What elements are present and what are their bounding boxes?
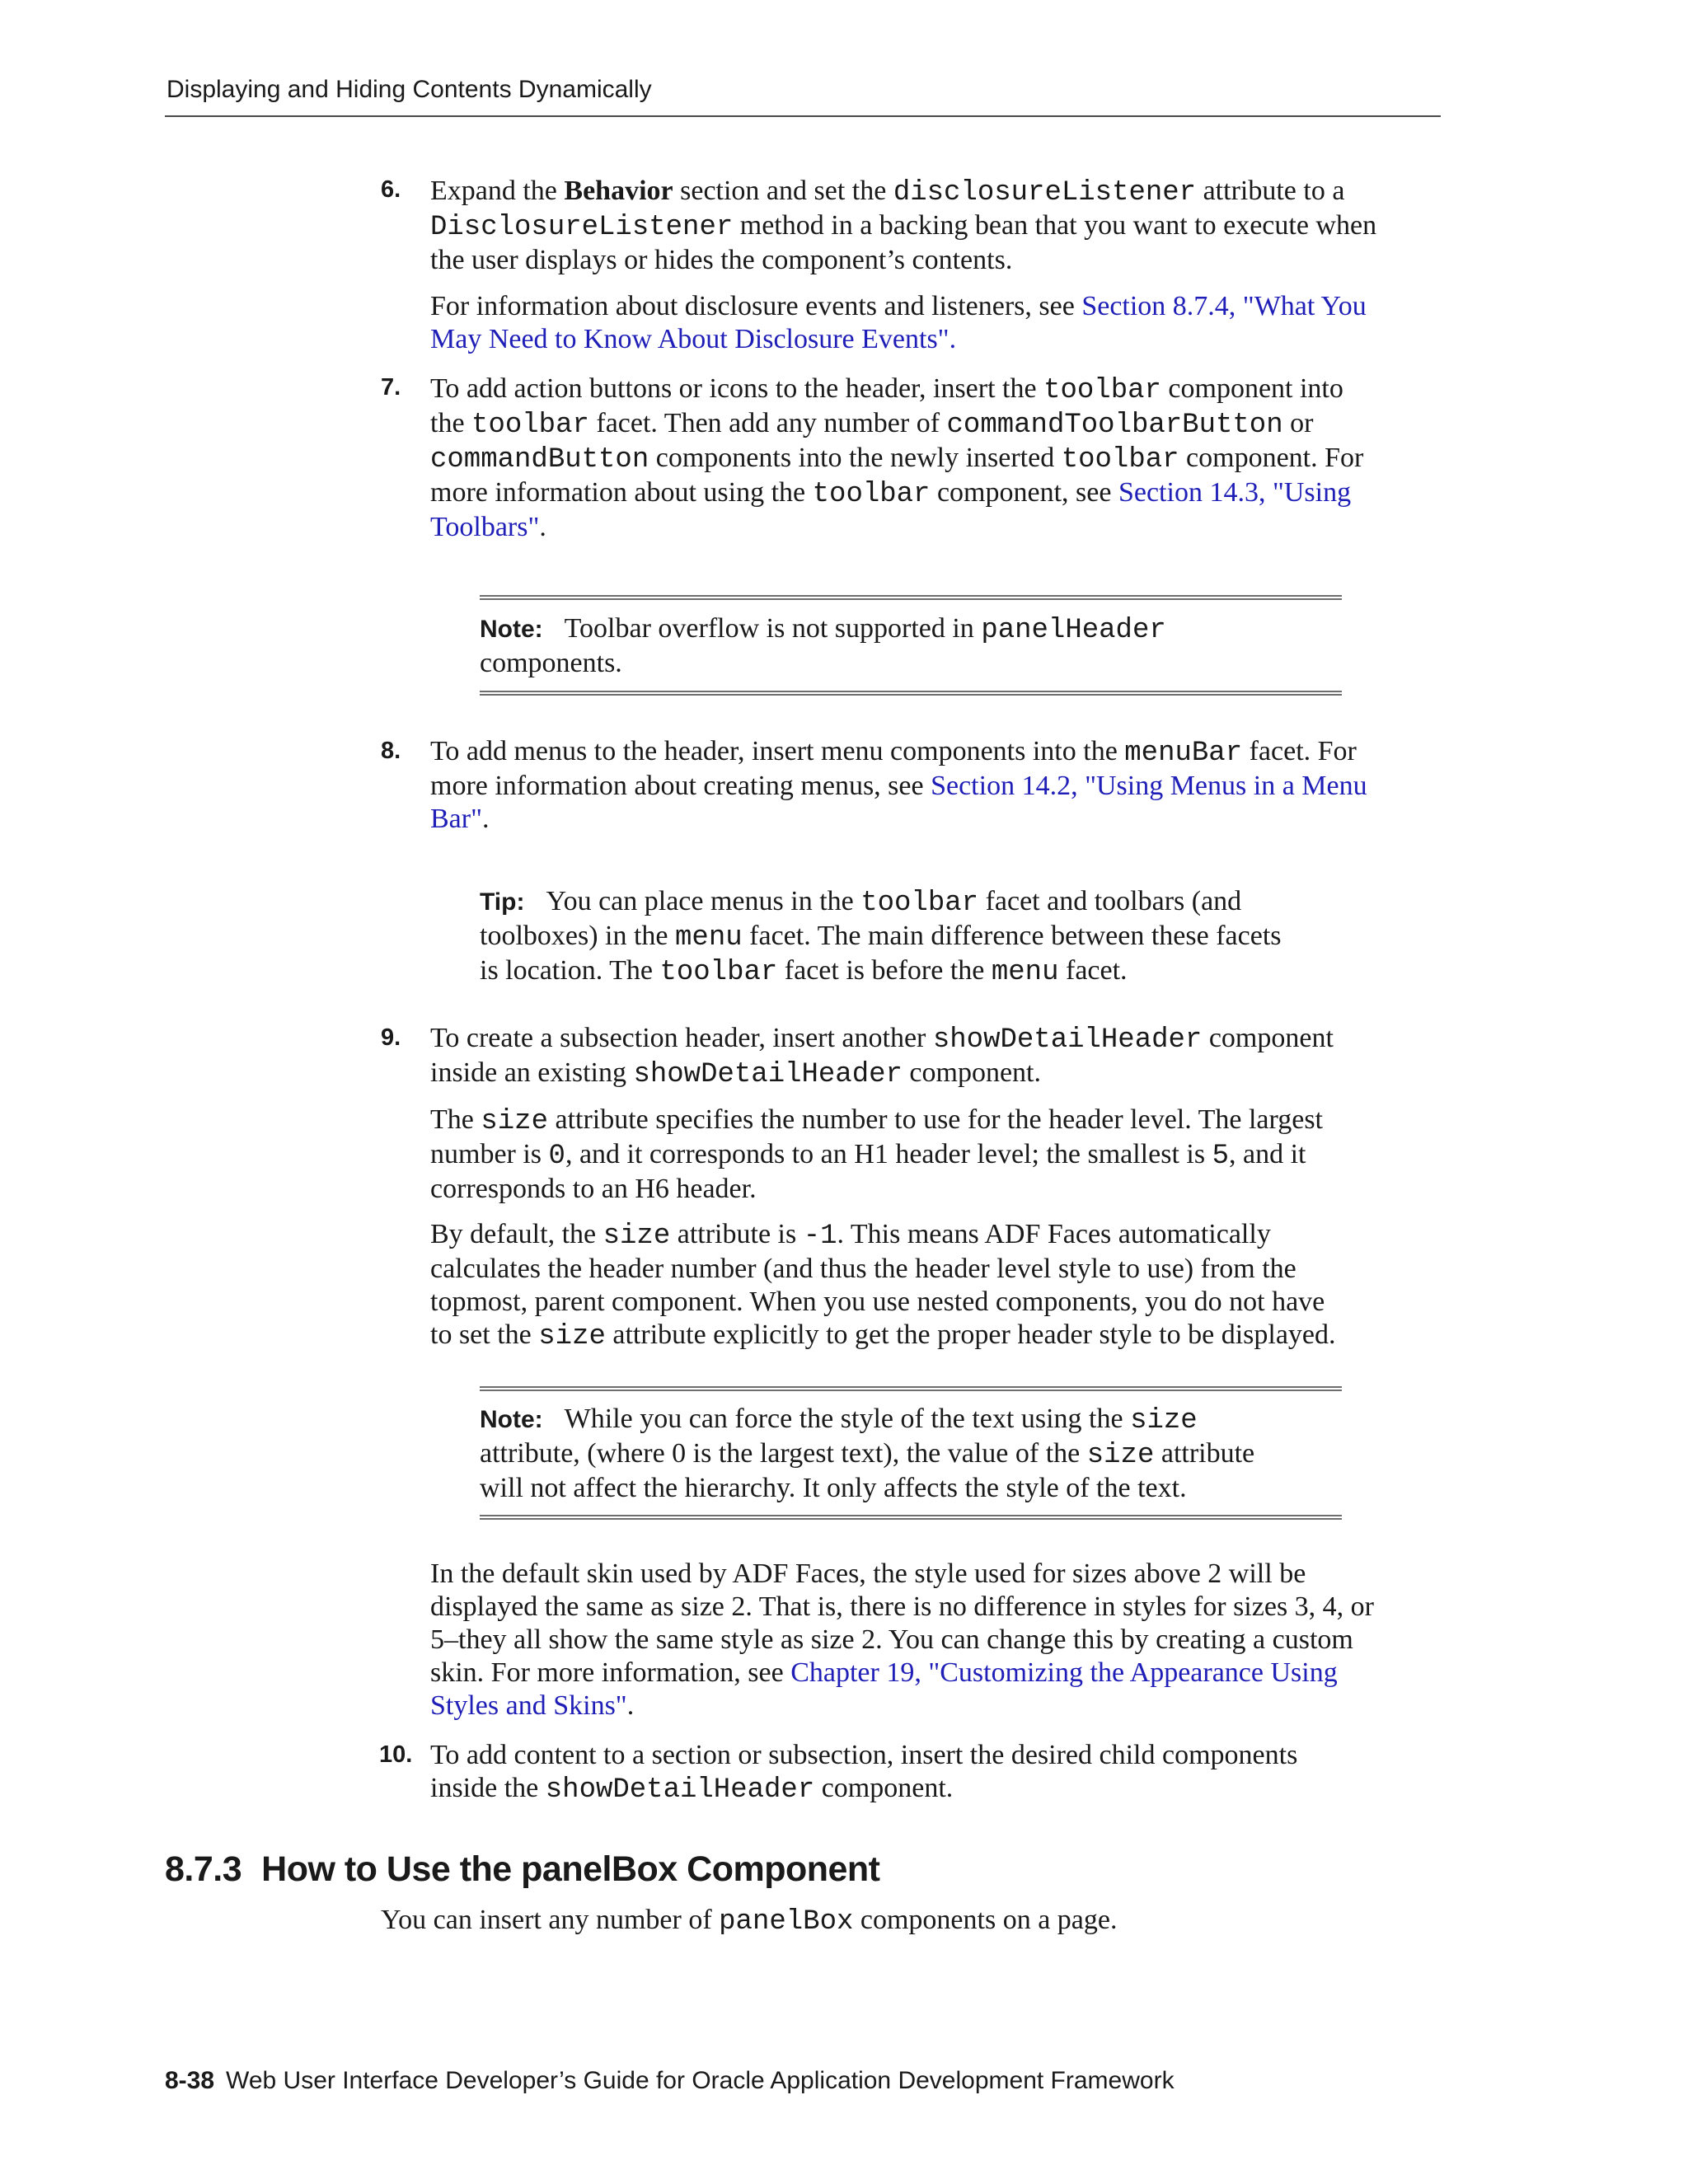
step-10: To add content to a section or subsection, insert the desired child components inside the showDetailHeader component. [430,1740,1298,1806]
step-9-default-para: By default, the size attribute is -1. This means ADF Faces automatically calculates the header number (and thus the header level style to use) from the topmost, parent component. When you use nested components, you do not have to set the size attribute explicitly to get the proper header style to be displayed. [430,1219,1336,1352]
code: toolbar [1043,375,1161,406]
code: 0 [548,1141,565,1172]
code: menu [675,922,743,954]
page-number: 8-38 [165,2067,215,2094]
step-number: 8. [381,738,401,764]
section-heading [165,1849,880,1890]
code: panelHeader [981,615,1166,646]
code: size [538,1321,606,1352]
section-number: 8.7.3 [165,1849,242,1889]
tip-label: Tip: [480,888,525,916]
code: toolbar [659,957,778,988]
code: toolbar [1061,444,1179,476]
link-section-14-3[interactable]: Section 14.3, "Using [1118,477,1352,508]
code: commandButton [430,444,649,476]
note-box: Note: Toolbar overflow is not supported in panelHeader components. [480,613,1166,678]
note-rule-bottom [480,691,1342,696]
step-6: Expand the Behavior section and set the disclosureListener attribute to a DisclosureListener method in a backing bean that you want to execute when the user displays or hides the component’s contents. [430,176,1377,275]
note-box: Note: While you can force the style of the text using the size attribute, (where 0 is the largest text), the value of the size attribute will not affect the hierarchy. It only affects the style of the text. [480,1404,1255,1503]
section-title: How to Use the panelBox Component [261,1849,880,1889]
note-rule-top [480,595,1342,600]
behavior-label: Behavior [564,176,673,206]
header-rule [165,115,1441,117]
skin-paragraph: In the default skin used by ADF Faces, the style used for sizes above 2 will be displayed the same as size 2. That is, there is no difference in styles for sizes 3, 4, or 5–they all show the same style as size 2. You can change this by creating a custom skin. For more information, see Chapter 19, "Customizing the Appearance Using Styles and Skins". [430,1558,1374,1721]
code: panelBox [719,1906,854,1938]
step-9-size-para: The size attribute specifies the number to use for the header level. The largest number is 0, and it corresponds to an H1 header level; the smallest is 5, and it corresponds to an H6 header. [430,1104,1323,1204]
note-rule-top [480,1386,1342,1391]
note-rule-bottom [480,1515,1342,1520]
step-number: 6. [381,176,401,203]
step-7: To add action buttons or icons to the header, insert the toolbar component into the toolbar facet. Then add any number of commandToolbarButton or commandButton components into the newly inserted toolbar component. For more information about using the toolbar component, see Section 14.3, "Using Toolbars". [430,373,1364,542]
code: menu [991,957,1059,988]
link-section-14-3-cont[interactable]: Toolbars" [430,512,540,542]
step-8: To add menus to the header, insert menu components into the menuBar facet. For more information about creating menus, see Section 14.2, "Using Menus in a Menu Bar". [430,736,1367,834]
book-title: Web User Interface Developer’s Guide for Oracle Application Development Framework [226,2067,1175,2094]
link-section-8-7-4[interactable]: Section 8.7.4, "What You [1081,291,1367,321]
link-chapter-19[interactable]: Chapter 19, "Customizing the Appearance Using [790,1657,1338,1688]
running-header: Displaying and Hiding Contents Dynamically [166,76,652,103]
link-section-8-7-4-cont[interactable]: May Need to Know About Disclosure Events" [430,324,950,354]
step-number: 9. [381,1024,401,1051]
step-number: 10. [379,1741,413,1768]
note-label: Note: [480,1406,543,1433]
code: showDetailHeader [545,1774,815,1806]
code: toolbar [812,479,931,510]
code: toolbar [471,410,589,441]
step-6-info: For information about disclosure events and listeners, see Section 8.7.4, "What You May Need to Know About Disclosure Events". [430,291,1367,354]
tip-box: Tip: You can place menus in the toolbar facet and toolbars (and toolboxes) in the menu facet. The main difference between these facets is location. The toolbar facet is before the menu facet. [480,886,1282,988]
code: -1 [803,1221,837,1252]
link-section-14-2[interactable]: Section 14.2, "Using Menus in a Menu [931,771,1367,801]
code: toolbar [860,888,979,919]
link-section-14-2-cont[interactable]: Bar" [430,804,482,834]
link-chapter-19-cont[interactable]: Styles and Skins" [430,1690,627,1721]
code: commandToolbarButton [946,410,1283,441]
step-number: 7. [381,374,401,401]
code: menuBar [1124,738,1243,769]
code: DisclosureListener [430,212,734,243]
page-footer [165,2067,1175,2095]
code: size [481,1106,548,1137]
code: size [603,1221,671,1252]
code: showDetailHeader [932,1024,1203,1056]
note-label: Note: [480,616,543,643]
code: 5 [1212,1141,1229,1172]
code: size [1130,1405,1198,1436]
code: showDetailHeader [633,1059,903,1090]
step-9: To create a subsection header, insert another showDetailHeader component inside an existing showDetailHeader component. [430,1023,1334,1090]
section-intro: You can insert any number of panelBox components on a page. [381,1905,1118,1938]
code: disclosureListener [893,177,1197,209]
code: size [1086,1440,1155,1471]
